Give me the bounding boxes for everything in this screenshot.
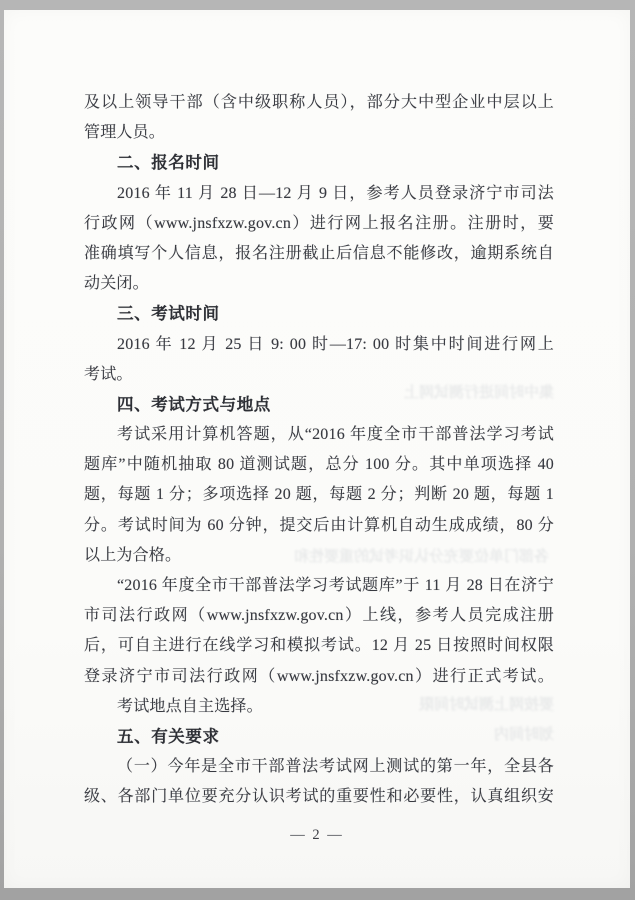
- text-line: 2016 年 12 月 25 日 9: 00 时—17: 00 时集中时间进行网上: [117, 335, 554, 353]
- text-line: 管理人员。: [84, 124, 166, 142]
- text-line: （一）今年是全市干部普法考试网上测试的第一年，全县各: [117, 758, 554, 776]
- text-line: “2016 年度全市干部普法学习考试题库”于 11 月 28 日在济宁: [117, 577, 554, 594]
- text-line: 市司法行政网（www.jnsfxzw.gov.cn）上线，参考人员完成注册: [84, 607, 554, 625]
- section-heading: 四、考试方式与地点: [117, 395, 271, 414]
- bleedthrough-artifact: 要按网上测试时间限: [418, 697, 554, 713]
- section-heading: 二、报名时间: [117, 154, 220, 173]
- document-page: [4, 10, 630, 888]
- text-line: 考试。: [84, 365, 133, 383]
- bleedthrough-artifact: 各部门单位要充分认识考试的重要性和: [293, 549, 549, 565]
- text-line: 行政网（www.jnsfxzw.gov.cn）进行网上报名注册。注册时，要: [84, 214, 554, 232]
- text-line: 级、各部门单位要充分认识考试的重要性和必要性，认真组织安: [84, 788, 554, 806]
- text-line: 及以上领导干部（含中级职称人员），部分大中型企业中层以上: [84, 94, 554, 111]
- bleedthrough-artifact: 划时间内: [493, 727, 554, 743]
- text-line: 题库”中随机抽取 80 道测试题，总分 100 分。其中单项选择 40: [84, 456, 554, 474]
- text-line: 准确填写个人信息，报名注册截止后信息不能修改，逾期系统自: [84, 244, 554, 262]
- text-line: 以上为合格。: [84, 546, 182, 564]
- page-number: — 2 —: [290, 827, 344, 843]
- section-heading: 五、有关要求: [117, 727, 220, 746]
- text-line: 动关闭。: [84, 275, 149, 293]
- text-line: 分。考试时间为 60 分钟，提交后由计算机自动生成成绩，80 分: [84, 516, 554, 534]
- text-line: 题，每题 1 分；多项选择 20 题，每题 2 分；判断 20 题，每题 1: [84, 486, 554, 504]
- text-line: 考试地点自主选择。: [117, 697, 263, 715]
- document-body: [84, 88, 554, 813]
- text-line: 2016 年 11 月 28 日—12 月 9 日，参考人员登录济宁市司法: [117, 184, 554, 202]
- text-line: 考试采用计算机答题，从“2016 年度全市干部普法学习考试: [117, 426, 554, 444]
- bleedthrough-artifact: 集中时间进行测试网上: [403, 385, 554, 401]
- text-line: 后，可自主进行在线学习和模拟考试。12 月 25 日按照时间权限: [84, 637, 554, 655]
- text-line: 登录济宁市司法行政网（www.jnsfxzw.gov.cn）进行正式考试。: [84, 667, 554, 685]
- section-heading: 三、考试时间: [117, 305, 220, 324]
